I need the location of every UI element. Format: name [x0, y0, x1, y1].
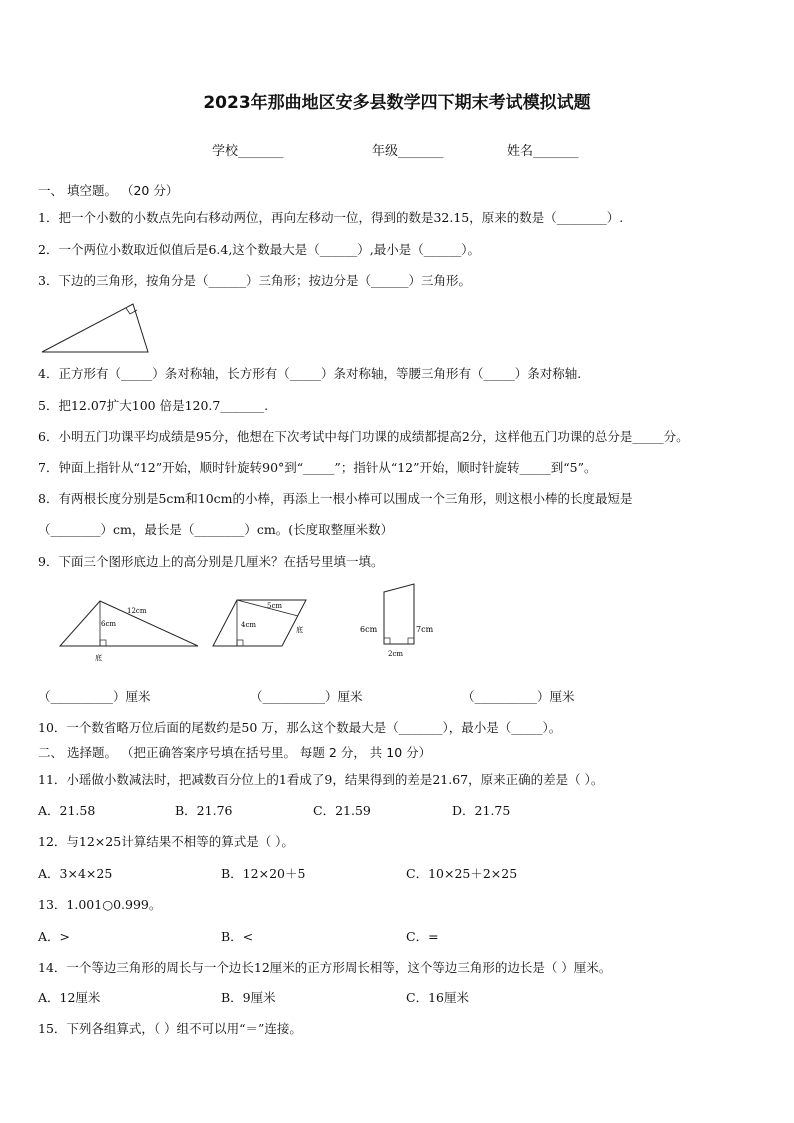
- question-7: 7．钟面上指针从“12”开始，顺时针旋转90°到“_____”；指针从“12”开始，顺时针旋转_____到“5”。: [38, 460, 597, 475]
- question-1: 1．把一个小数的小数点先向右移动两位，再向左移动一位，得到的数是32.15，原来的数是（________）.: [38, 210, 624, 225]
- name-field[interactable]: 姓名_______: [507, 144, 579, 159]
- q13-option-a[interactable]: A．>: [38, 929, 71, 944]
- q9-answer-3[interactable]: （__________）厘米: [462, 689, 575, 704]
- page-title: 2023年那曲地区安多县数学四下期末考试模拟试题: [203, 93, 591, 113]
- question-15: 15．下列各组算式，（ ）组不可以用“＝”连接。: [38, 1021, 302, 1036]
- q14-option-c[interactable]: C．16厘米: [406, 990, 469, 1005]
- question-11: 11．小瑶做小数减法时，把减数百分位上的1看成了9，结果得到的差是21.67，原来正确的差是（ ）。: [38, 772, 604, 787]
- q12-option-a[interactable]: A．3×4×25: [38, 866, 113, 881]
- question-3: 3．下边的三角形，按角分是（______）三角形；按边分是（______）三角形。: [38, 273, 471, 288]
- q9-triangle-figure: [55, 596, 205, 666]
- question-10: 10．一个数省略万位后面的尾数约是50 万，那么这个数最大是（_______），最小是（_____）。: [38, 720, 562, 735]
- q12-option-b[interactable]: B．12×20＋5: [221, 866, 306, 881]
- q14-option-a[interactable]: A．12厘米: [38, 990, 101, 1005]
- section-choice: 二、 选择题。 （把正确答案序号填在括号里。 每题 2 分， 共 10 分）: [38, 745, 432, 760]
- fig3-bottom-label: 2cm: [388, 650, 404, 658]
- q14-option-b[interactable]: B．9厘米: [221, 990, 276, 1005]
- q11-option-b[interactable]: B．21.76: [175, 803, 233, 818]
- q11-option-c[interactable]: C．21.59: [313, 803, 371, 818]
- q9-answer-2[interactable]: （__________）厘米: [250, 689, 363, 704]
- fig1-base-label: 底: [95, 654, 102, 662]
- fig2-base-label: 底: [296, 626, 303, 634]
- fig1-height-label: 6cm: [101, 620, 117, 628]
- fig3-right-label: 7cm: [416, 625, 434, 634]
- question-5: 5．把12.07扩大100 倍是120.7_______.: [38, 398, 269, 413]
- question-2: 2．一个两位小数取近似值后是6.4,这个数最大是（______）,最小是（______）。: [38, 242, 481, 257]
- school-field[interactable]: 学校_______: [212, 144, 284, 159]
- q12-option-c[interactable]: C．10×25＋2×25: [406, 866, 518, 881]
- question-8-cont: （________）cm，最长是（________）cm。(长度取整厘米数）: [38, 522, 394, 537]
- question-12: 12．与12×25计算结果不相等的算式是（ ）。: [38, 834, 294, 849]
- question-9: 9．下面三个图形底边上的高分别是几厘米？在括号里填一填。: [38, 554, 384, 569]
- q9-answer-1[interactable]: （__________）厘米: [38, 689, 151, 704]
- question-14: 14．一个等边三角形的周长与一个边长12厘米的正方形周长相等，这个等边三角形的边长是（ ）厘米。: [38, 960, 612, 975]
- fig1-hyp-label: 12cm: [127, 607, 147, 615]
- q9-parallelogram-figure: [210, 596, 310, 652]
- q3-triangle-figure: [40, 300, 152, 356]
- q11-option-d[interactable]: D．21.75: [452, 803, 511, 818]
- q11-option-a[interactable]: A．21.58: [38, 803, 96, 818]
- fig2-side-label: 5cm: [267, 602, 283, 610]
- q13-option-b[interactable]: B．<: [221, 929, 254, 944]
- q9-trapezoid-figure: [360, 582, 440, 660]
- section-fill-in: 一、 填空题。 （20 分）: [38, 183, 179, 198]
- fig2-height-label: 4cm: [241, 621, 257, 629]
- question-8: 8．有两根长度分别是5cm和10cm的小棒，再添上一根小棒可以围成一个三角形，则这根小棒的长度最短是: [38, 491, 633, 506]
- question-6: 6．小明五门功课平均成绩是95分，他想在下次考试中每门功课的成绩都提高2分，这样他五门功课的总分是_____分。: [38, 429, 689, 444]
- question-4: 4．正方形有（_____）条对称轴，长方形有（_____）条对称轴，等腰三角形有（_____）条对称轴.: [38, 366, 582, 381]
- q13-option-c[interactable]: C．=: [406, 929, 439, 944]
- grade-field[interactable]: 年级_______: [372, 144, 444, 159]
- fig3-left-label: 6cm: [360, 625, 378, 634]
- question-13: 13．1.001○0.999。: [38, 897, 162, 912]
